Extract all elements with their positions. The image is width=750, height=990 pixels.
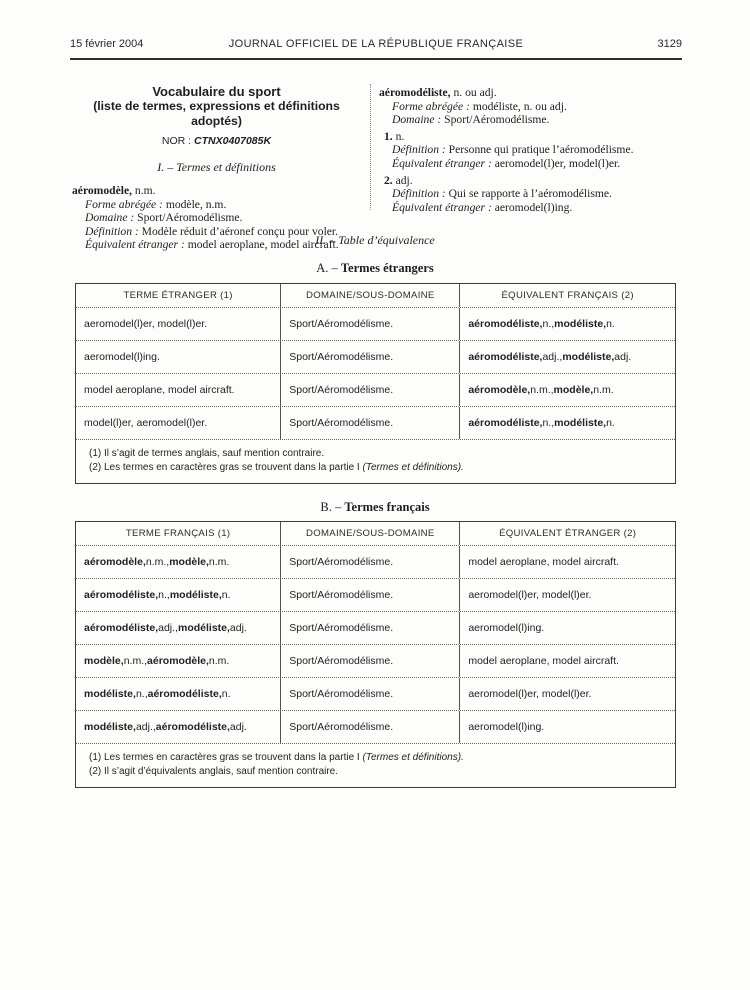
table-cell (76, 374, 280, 406)
entry-aeromodeliste (379, 86, 680, 214)
text-run: Sport/Aéromodélisme. (134, 211, 243, 225)
text-run: Équivalent étranger : (85, 238, 185, 252)
table-row (76, 340, 675, 373)
table-row (76, 307, 675, 340)
text-run: modèle, n.m. (162, 197, 227, 211)
text-run: n.m., (123, 655, 148, 667)
text-run: modéliste, (554, 417, 607, 429)
text-run: aéromodéliste, (155, 721, 230, 733)
table-b-header (76, 522, 675, 545)
table-cell (459, 308, 675, 340)
table-row (76, 406, 675, 439)
table-a-footnotes (76, 439, 675, 483)
text-line (72, 198, 361, 212)
text-run: Sport/Aéromodélisme. (289, 417, 394, 429)
text-run: modéliste, (84, 688, 136, 700)
table-row (76, 677, 675, 710)
table-row (76, 545, 675, 578)
text-run: n.m. (132, 184, 156, 197)
document-title: Vocabulaire du sport (152, 84, 281, 99)
text-run: aeromodel(l)ing. (84, 351, 160, 363)
table-cell (459, 579, 675, 611)
text-run: model aeroplane, model aircraft. (184, 238, 339, 252)
table-cell (76, 522, 280, 545)
nor-reference (72, 135, 361, 147)
text-line (379, 143, 680, 157)
table-cell (280, 678, 459, 710)
text-run: adj., (542, 351, 563, 363)
text-run: ÉQUIVALENT ÉTRANGER (2) (499, 528, 637, 539)
text-run: Termes étrangers (340, 261, 434, 275)
text-run: aéromodèle, (468, 384, 531, 396)
text-run: Sport/Aéromodélisme. (441, 113, 550, 127)
table-cell (459, 645, 675, 677)
text-line (379, 201, 680, 215)
text-run: adj., (158, 622, 178, 634)
text-run: A. – (316, 261, 341, 275)
text-run: modéliste, (84, 721, 136, 733)
header-rule (70, 58, 682, 60)
text-line (379, 100, 680, 114)
table-cell (76, 645, 280, 677)
text-run: adj. (229, 721, 247, 733)
table-cell (76, 546, 280, 578)
text-run: n.m. (208, 655, 230, 667)
table-cell (459, 678, 675, 710)
text-run: Sport/Aéromodélisme. (289, 688, 394, 700)
text-run: modéliste, (169, 589, 222, 601)
text-line (379, 187, 680, 201)
text-run: (1) Il s’agit de termes anglais, sauf mention contraire. (89, 448, 325, 459)
text-run: modèle, (169, 556, 209, 568)
table-termes-etrangers (75, 283, 676, 484)
text-run: n.m., (145, 556, 170, 568)
table-a-header (76, 284, 675, 307)
table-cell (280, 374, 459, 406)
text-run: Sport/Aéromodélisme. (289, 622, 394, 634)
text-run: aéromodéliste, (468, 318, 543, 330)
right-column (379, 86, 680, 214)
table-termes-francais (75, 521, 676, 788)
text-run: (Termes et définitions). (362, 461, 464, 473)
text-run: Qui se rapporte à l’aéromodélisme. (445, 187, 612, 201)
text-run: aeromodel(l)ing. (468, 721, 545, 733)
table-cell (459, 341, 675, 373)
text-run: aéromodéliste, (84, 589, 159, 601)
nor-value: CTNX0407085K (194, 135, 272, 147)
text-run: Forme abrégée : (392, 99, 470, 113)
text-run: aeromodel(l)er, model(l)er. (491, 156, 621, 170)
table-row (76, 578, 675, 611)
text-line (379, 86, 680, 100)
text-run: n. (392, 129, 405, 143)
page-header (70, 38, 682, 50)
table-cell (76, 612, 280, 644)
table-cell (459, 546, 675, 578)
text-run: (2) Il s’agit d’équivalents anglais, sauf mention contraire. (89, 765, 339, 777)
text-run: modéliste, (562, 351, 615, 363)
text-line (72, 211, 361, 225)
table-cell (459, 711, 675, 743)
text-run: aeromodel(l)er, model(l)er. (468, 589, 592, 601)
table-cell (459, 407, 675, 439)
table-cell (280, 308, 459, 340)
table-cell (280, 612, 459, 644)
text-run: Modèle réduit d’aéronef conçu pour voler. (138, 224, 339, 238)
text-run: Définition : (392, 187, 446, 201)
text-run: Domaine : (85, 211, 135, 225)
table-a-heading (0, 261, 750, 276)
text-line (379, 157, 680, 171)
text-run: B. – (320, 500, 345, 514)
table-cell (459, 522, 675, 545)
text-run: Définition : (85, 224, 139, 238)
table-b-body (76, 545, 675, 743)
text-run: Sport/Aéromodélisme. (289, 655, 394, 667)
text-run: model aeroplane, model aircraft. (468, 556, 619, 568)
text-run: (Termes et définitions). (362, 752, 464, 763)
section-1-heading: I. – Termes et définitions (157, 160, 276, 174)
text-run: modéliste, (554, 318, 607, 330)
table-row (76, 373, 675, 406)
text-run: n., (158, 589, 170, 601)
text-run: aéromodéliste, (379, 86, 451, 99)
text-run: modèle, (553, 384, 594, 396)
text-run: (2) Les termes en caractères gras se trouvent dans la partie I (89, 461, 363, 473)
text-run: aéromodéliste, (84, 622, 159, 634)
table-cell (280, 645, 459, 677)
table-cell (280, 546, 459, 578)
text-run: adj. (614, 351, 632, 363)
text-run: aéromodéliste, (147, 688, 222, 700)
text-run: Sport/Aéromodélisme. (289, 589, 394, 601)
text-run: aéromodèle, (84, 556, 146, 568)
nor-label: NOR : (161, 135, 195, 147)
table-cell (459, 284, 675, 307)
column-divider (370, 84, 371, 210)
text-run: Définition : (392, 143, 446, 157)
text-run: n. ou adj. (450, 86, 497, 99)
text-run: aeromodel(l)ing. (491, 200, 573, 214)
text-line (89, 447, 665, 461)
text-run: adj. (392, 173, 413, 187)
table-cell (280, 407, 459, 439)
text-run: adj. (229, 622, 247, 634)
page-number: 3129 (657, 38, 682, 50)
text-run: Termes français (344, 500, 430, 514)
text-line (379, 130, 680, 144)
text-run: TERME ÉTRANGER (1) (123, 290, 233, 301)
journal-title: JOURNAL OFFICIEL DE LA RÉPUBLIQUE FRANÇAISE (228, 38, 524, 50)
text-run: aeromodel(l)er, model(l)er. (468, 688, 592, 700)
text-run: modéliste, (177, 622, 230, 634)
header-date: 15 février 2004 (70, 38, 144, 50)
text-run: Équivalent étranger : (392, 156, 492, 170)
table-b-footnotes (76, 743, 675, 787)
document-title-block (72, 84, 361, 147)
text-run: model aeroplane, model aircraft. (468, 655, 619, 667)
left-column (72, 84, 361, 252)
table-cell (76, 341, 280, 373)
text-run: Équivalent étranger : (392, 200, 492, 214)
table-b-heading (0, 500, 750, 515)
text-run: aeromodel(l)ing. (468, 622, 545, 634)
text-run: ÉQUIVALENT FRANÇAIS (2) (501, 290, 634, 301)
text-run: n. (606, 417, 615, 429)
text-run: DOMAINE/SOUS-DOMAINE (305, 290, 435, 301)
text-run: aéromodèle, (147, 655, 209, 667)
section-2-heading: II. – Table d’équivalence (315, 233, 435, 247)
table-row (76, 284, 675, 307)
text-run: n., (135, 688, 148, 700)
text-run: Forme abrégée : (85, 197, 163, 211)
text-run: n. (221, 688, 231, 700)
text-line (379, 113, 680, 127)
table-cell (76, 579, 280, 611)
table-a-body (76, 307, 675, 439)
text-run: model(l)er, aeromodel(l)er. (84, 417, 208, 429)
text-line (89, 751, 665, 765)
table-row (76, 522, 675, 545)
table-cell (76, 711, 280, 743)
table-cell (76, 308, 280, 340)
text-run: model aeroplane, model aircraft. (84, 384, 235, 396)
text-run: aeromodel(l)er, model(l)er. (84, 318, 208, 330)
text-run: DOMAINE/SOUS-DOMAINE (305, 528, 435, 539)
text-run: n. (221, 589, 231, 601)
text-run: n.m. (593, 384, 614, 396)
text-run: n.m., (530, 384, 554, 396)
table-cell (280, 284, 459, 307)
text-run: n. (606, 318, 615, 330)
table-cell (280, 522, 459, 545)
table-row (76, 710, 675, 743)
text-run: adj., (135, 721, 156, 733)
table-cell (459, 612, 675, 644)
text-run: n., (542, 417, 555, 429)
text-run: Sport/Aéromodélisme. (289, 351, 394, 363)
table-row (76, 611, 675, 644)
text-run: 2. (384, 173, 393, 187)
table-row (76, 644, 675, 677)
text-run: Sport/Aéromodélisme. (289, 384, 394, 396)
table-cell (280, 579, 459, 611)
text-run: modèle, (84, 655, 124, 667)
text-run: 1. (384, 129, 393, 143)
text-line (89, 461, 665, 475)
document-subtitle: (liste de termes, expressions et définitions adoptés) (93, 99, 340, 128)
text-run: aéromodéliste, (468, 351, 543, 363)
table-cell (280, 711, 459, 743)
text-run: n.m. (208, 556, 230, 568)
text-run: Domaine : (392, 113, 442, 127)
text-line (89, 765, 665, 779)
table-cell (280, 341, 459, 373)
text-run: Sport/Aéromodélisme. (289, 318, 394, 330)
table-cell (76, 407, 280, 439)
text-line (379, 174, 680, 188)
text-run: TERME FRANÇAIS (1) (125, 528, 231, 539)
text-run: Personne qui pratique l’aéromodélisme. (445, 143, 634, 157)
text-run: modéliste, n. ou adj. (469, 99, 567, 113)
text-run: Sport/Aéromodélisme. (289, 556, 394, 568)
text-line (72, 184, 361, 198)
table-cell (76, 678, 280, 710)
text-run: aéromodéliste, (468, 417, 543, 429)
table-cell (76, 284, 280, 307)
text-run: n., (542, 318, 555, 330)
text-run: Sport/Aéromodélisme. (289, 721, 394, 733)
text-run: aéromodèle, (72, 184, 132, 197)
text-run: (1) Les termes en caractères gras se trouvent dans la partie I (89, 752, 363, 763)
table-cell (459, 374, 675, 406)
